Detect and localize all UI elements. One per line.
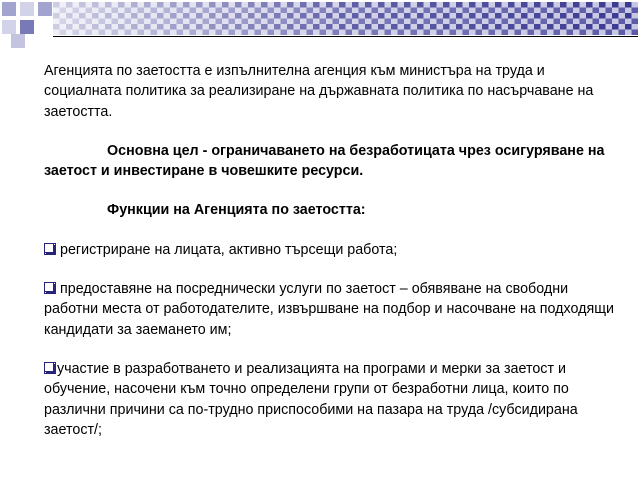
hollow-square-bullet-icon [44,243,56,255]
functions-heading-text: Функции на Агенцията по заетостта: [107,202,366,219]
top-banner-checkerboard [53,2,638,35]
header-divider [53,36,638,37]
intro-paragraph: Агенцията по заетостта е изпълнителна агенция към министъра на труда и социалната политика за реализиране на държавната политика по насърчаване на заетостта. [44,63,594,120]
bullet-text: участие в разработването и реализацията на програми и мерки за заетост и обучение, насочени към точно определени групи от безработни лица, които по различни причини са по-трудно приспособими на пазара на труда /субсидирана заетост/; [44,360,578,438]
goal-paragraph [44,141,624,182]
list-item [44,359,624,440]
goal-text: Основна цел - ограничаването на безработицата чрез осигуряване на заетост и инвестиране в човешките ресурси. [44,142,605,180]
bullet-text: предоставяне на посреднически услуги по заетост – обявяване на свободни работни места от работодателите, извършване на подбор и насочване на подходящи кандидати за заемането им; [44,281,614,338]
bullet-text: регистриране на лицата, активно търсещи работа; [60,241,398,258]
hollow-square-bullet-icon [44,282,56,294]
hollow-square-bullet-icon [44,362,56,374]
list-item [44,279,624,340]
list-item [44,240,624,260]
slide-body [44,61,624,440]
functions-heading [44,200,624,220]
